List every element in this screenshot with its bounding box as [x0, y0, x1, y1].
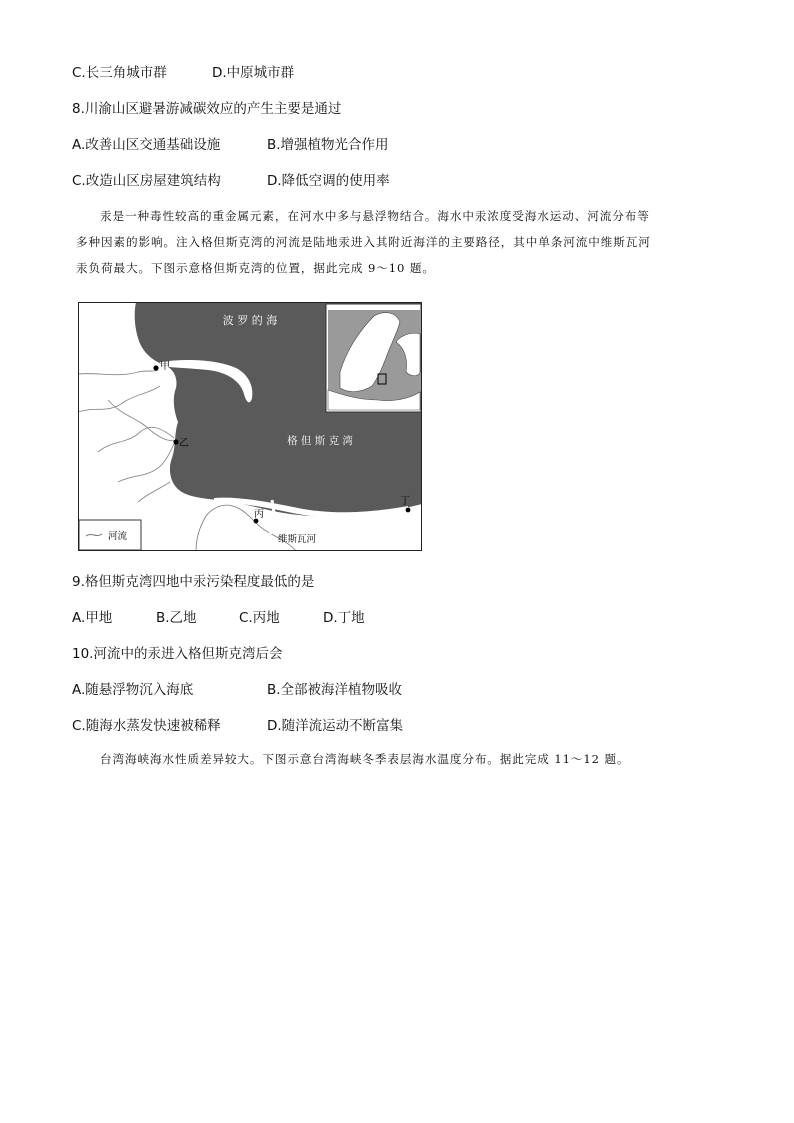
q10-options-ab [72, 681, 402, 699]
label-vistula-river: 维斯瓦河 [278, 534, 317, 545]
passage-taiwan-strait: 台湾海峡海水性质差异较大。下图示意台湾海峡冬季表层海水温度分布。据此完成 11～12 题。 [100, 752, 630, 766]
q8-options-cd [72, 172, 390, 190]
q8-option-a: A.改善山区交通基础设施 [72, 137, 221, 153]
label-gdansk-bay: 格 但 斯 克 湾 [287, 435, 353, 447]
q9-option-b: B.乙地 [156, 610, 197, 626]
passage-mercury-line3: 汞负荷最大。下图示意格但斯克湾的位置，据此完成 9～10 题。 [76, 261, 435, 275]
passage-mercury [76, 203, 724, 281]
q7-options [72, 64, 294, 82]
label-point-jia: 甲 [160, 361, 170, 372]
q8-option-b: B.增强植物光合作用 [267, 137, 389, 153]
q10-option-a: A.随悬浮物沉入海底 [72, 682, 194, 698]
q8-options-ab [72, 136, 389, 154]
q7-option-d: D.中原城市群 [212, 65, 295, 81]
legend-river-label: 河流 [108, 531, 128, 542]
point-ding-marker [406, 508, 411, 513]
q9-stem: 9.格但斯克湾四地中汞污染程度最低的是 [72, 574, 315, 590]
q9-option-d: D.丁地 [323, 610, 365, 626]
q9-option-a: A.甲地 [72, 610, 113, 626]
passage-mercury-line2: 多种因素的影响。注入格但斯克湾的河流是陆地汞进入其附近海洋的主要路径，其中单条河流中维斯瓦河 [76, 235, 651, 249]
q9-option-c: C.丙地 [239, 610, 280, 626]
label-point-bing: 丙 [254, 509, 264, 520]
q10-option-c: C.随海水蒸发快速被稀释 [72, 718, 221, 734]
point-yi-marker [173, 439, 178, 444]
label-point-yi: 乙 [179, 438, 189, 449]
passage-mercury-line1: 汞是一种毒性较高的重金属元素，在河水中多与悬浮物结合。海水中汞浓度受海水运动、河流分布等 [100, 209, 650, 223]
label-point-ding: 丁 [400, 496, 410, 507]
q7-option-c: C.长三角城市群 [72, 65, 167, 81]
q10-option-b: B.全部被海洋植物吸收 [267, 682, 403, 698]
label-baltic-sea: 波 罗 的 海 [222, 314, 278, 327]
point-jia-marker [153, 365, 158, 370]
gdansk-bay-map [78, 302, 422, 551]
q8-option-c: C.改造山区房屋建筑结构 [72, 173, 221, 189]
q10-options-cd [72, 717, 403, 735]
q8-option-d: D.降低空调的使用率 [267, 173, 390, 189]
q10-option-d: D.随洋流运动不断富集 [267, 718, 404, 734]
q8-stem: 8.川渝山区避暑游减碳效应的产生主要是通过 [72, 101, 342, 117]
q9-options [72, 609, 365, 627]
q10-stem: 10.河流中的汞进入格但斯克湾后会 [72, 646, 283, 662]
